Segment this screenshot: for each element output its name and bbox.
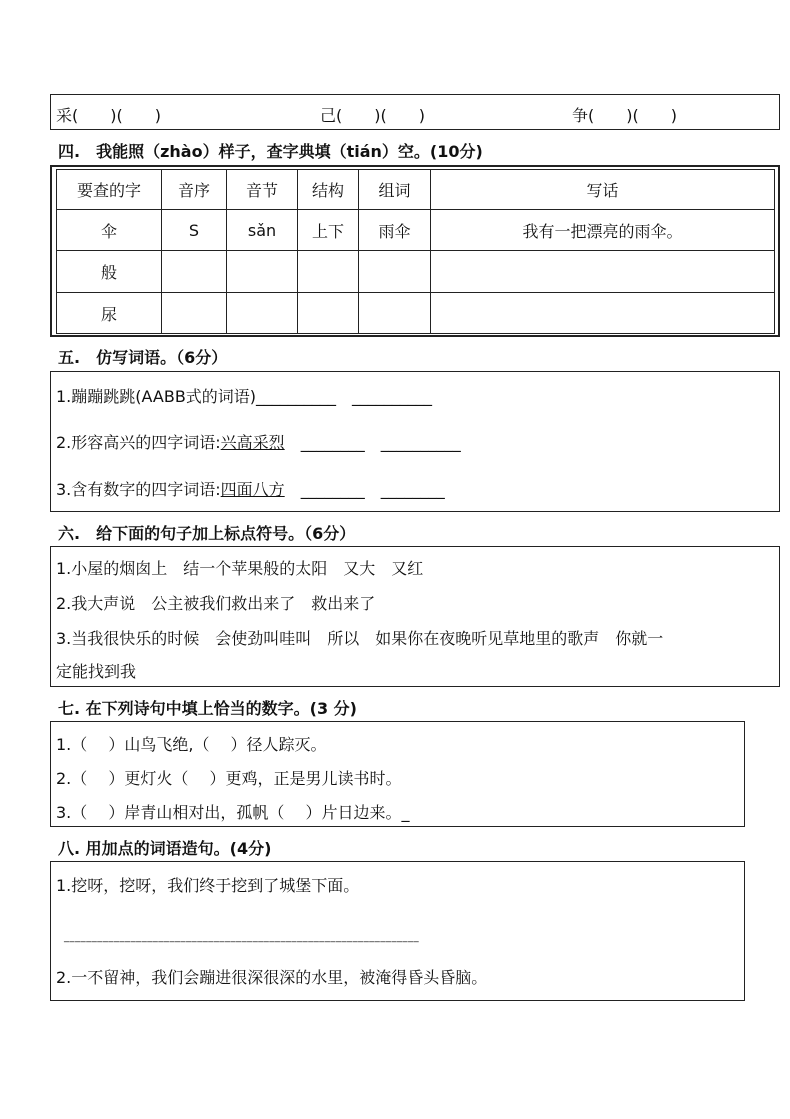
cell-structure[interactable] — [298, 251, 359, 293]
cell-index: S — [162, 210, 227, 251]
s5-line-2 — [56, 433, 461, 453]
cell-char: 伞 — [57, 210, 162, 251]
section-4-heading: 四. 我能照（zhào）样子，查字典填（tián）空。(10分) — [58, 142, 483, 161]
section-7-heading: 七. 在下列诗句中填上恰当的数字。(3 分) — [58, 699, 357, 718]
header-word: 组词 — [359, 170, 431, 210]
cell-syllable: sǎn — [227, 210, 298, 251]
s7-line-1: 1.（ ）山鸟飞绝,（ ）径人踪灭。 — [56, 735, 327, 754]
cell-word[interactable] — [359, 293, 431, 334]
s7-line-3: 3.（ ）岸青山相对出，孤帆（ ）片日边来。_ — [56, 803, 410, 822]
s5-line-2-blanks: ________ __________ — [284, 433, 461, 452]
top-cell-1: 采( )( ) — [56, 106, 161, 125]
s5-line-3 — [56, 480, 445, 500]
cell-word[interactable] — [359, 251, 431, 293]
cell-sentence[interactable] — [431, 293, 775, 334]
header-index: 音序 — [162, 170, 227, 210]
s5-line-2-example: 兴高采烈 — [220, 433, 285, 452]
cell-syllable[interactable] — [227, 293, 298, 334]
cell-index[interactable] — [162, 293, 227, 334]
s7-line-2: 2.（ ）更灯火（ ）更鸡，正是男儿读书时。 — [56, 769, 402, 788]
cell-sentence: 我有一把漂亮的雨伞。 — [431, 210, 775, 251]
s8-line-2: 2.一不留神，我们会蹦进很深很深的水里，被淹得昏头昏脑。 — [56, 968, 488, 987]
s8-answer-line[interactable]: ________________________________________________________________ — [64, 932, 420, 943]
s6-line-4: 定能找到我 — [56, 662, 137, 681]
header-syllable: 音节 — [227, 170, 298, 210]
s6-line-3: 3.当我很快乐的时候 会使劲叫哇叫 所以 如果你在夜晚听见草地里的歌声 你就一 — [56, 629, 664, 648]
section-6-heading: 六. 给下面的句子加上标点符号。（6分） — [58, 524, 356, 543]
s6-line-1: 1.小屋的烟囱上 结一个苹果般的太阳 又大 又红 — [56, 559, 424, 578]
header-char: 要查的字 — [57, 170, 162, 210]
cell-char: 尿 — [57, 293, 162, 334]
cell-structure: 上下 — [298, 210, 359, 251]
top-cell-2: 己( )( ) — [320, 106, 425, 125]
section-8-heading: 八. 用加点的词语造句。(4分) — [58, 839, 272, 858]
cell-structure[interactable] — [298, 293, 359, 334]
s5-line-3-blanks: ________ ________ — [284, 480, 445, 499]
top-cell-3: 争( )( ) — [572, 106, 677, 125]
cell-sentence[interactable] — [431, 251, 775, 293]
header-sentence: 写话 — [431, 170, 775, 210]
cell-index[interactable] — [162, 251, 227, 293]
header-structure: 结构 — [298, 170, 359, 210]
s6-line-2: 2.我大声说 公主被我们救出来了 救出来了 — [56, 594, 376, 613]
s5-line-3-example: 四面八方 — [220, 480, 285, 499]
section-5-heading: 五. 仿写词语。（6分） — [58, 348, 228, 367]
s8-line-1: 1.挖呀，挖呀，我们终于挖到了城堡下面。 — [56, 876, 360, 895]
s5-line-3-prefix: 3.含有数字的四字词语: — [56, 480, 221, 499]
cell-char: 般 — [57, 251, 162, 293]
cell-word: 雨伞 — [359, 210, 431, 251]
section-4-table — [56, 169, 775, 334]
cell-syllable[interactable] — [227, 251, 298, 293]
s5-line-1: 1.蹦蹦跳跳(AABB式的词语)__________ __________ — [56, 387, 433, 406]
s5-line-2-prefix: 2.形容高兴的四字词语: — [56, 433, 221, 452]
